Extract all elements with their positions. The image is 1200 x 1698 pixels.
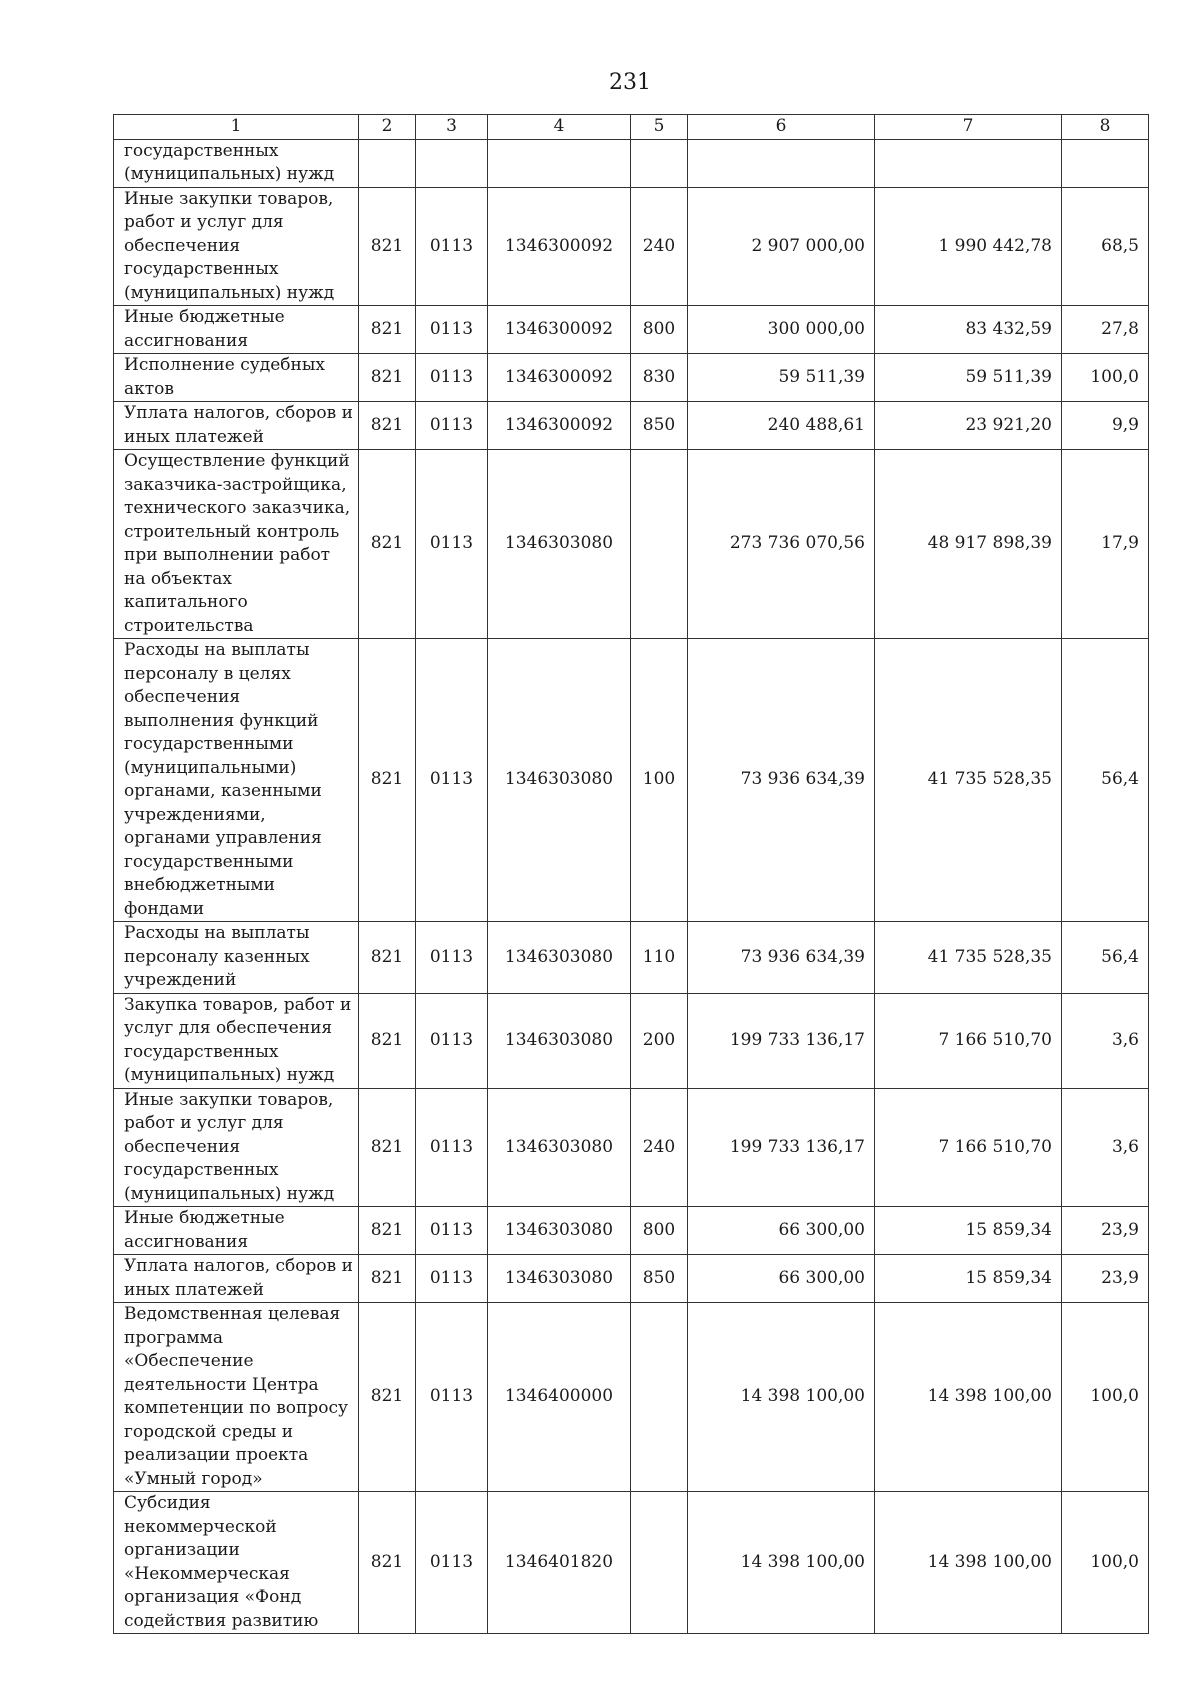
section-code: 0113 — [416, 187, 488, 306]
row-description: Уплата налогов, сборов и иных платежей — [114, 1255, 359, 1303]
table-row — [114, 354, 1149, 402]
execution-percent: 23,9 — [1062, 1255, 1149, 1303]
target-article-code: 1346303080 — [488, 922, 631, 994]
row-description: Осуществление функций заказчика-застройщика, технического заказчика, строительный контроль при выполнении работ на объектах капитального строительства — [114, 450, 359, 639]
executed-amount — [875, 139, 1062, 187]
expense-type-code: 100 — [631, 639, 688, 922]
ministry-code: 821 — [359, 306, 416, 354]
execution-percent: 100,0 — [1062, 1303, 1149, 1492]
target-article-code: 1346300092 — [488, 354, 631, 402]
section-code: 0113 — [416, 922, 488, 994]
ministry-code: 821 — [359, 1492, 416, 1634]
header-cell: 4 — [488, 115, 631, 140]
expense-type-code: 850 — [631, 402, 688, 450]
expense-type-code: 200 — [631, 993, 688, 1088]
execution-percent: 3,6 — [1062, 993, 1149, 1088]
target-article-code: 1346303080 — [488, 450, 631, 639]
section-code: 0113 — [416, 1207, 488, 1255]
table-row — [114, 139, 1149, 187]
row-description: государственных (муниципальных) нужд — [114, 139, 359, 187]
ministry-code: 821 — [359, 1207, 416, 1255]
executed-amount: 7 166 510,70 — [875, 1088, 1062, 1207]
execution-percent: 56,4 — [1062, 639, 1149, 922]
expense-type-code: 800 — [631, 1207, 688, 1255]
header-cell: 7 — [875, 115, 1062, 140]
section-code: 0113 — [416, 1088, 488, 1207]
executed-amount: 1 990 442,78 — [875, 187, 1062, 306]
row-description: Расходы на выплаты персоналу в целях обеспечения выполнения функций государственными (муниципальными) органами, казенными учреждениями, органами управления государственными внебюджетными фондами — [114, 639, 359, 922]
target-article-code: 1346303080 — [488, 1207, 631, 1255]
execution-percent: 100,0 — [1062, 1492, 1149, 1634]
ministry-code: 821 — [359, 1303, 416, 1492]
ministry-code: 821 — [359, 1255, 416, 1303]
section-code: 0113 — [416, 354, 488, 402]
expense-type-code: 830 — [631, 354, 688, 402]
row-description: Закупка товаров, работ и услуг для обеспечения государственных (муниципальных) нужд — [114, 993, 359, 1088]
executed-amount: 23 921,20 — [875, 402, 1062, 450]
header-cell: 2 — [359, 115, 416, 140]
target-article-code: 1346400000 — [488, 1303, 631, 1492]
row-description: Субсидия некоммерческой организации «Некоммерческая организация «Фонд содействия развитию — [114, 1492, 359, 1634]
planned-amount: 240 488,61 — [688, 402, 875, 450]
table-row — [114, 450, 1149, 639]
table-row — [114, 1492, 1149, 1634]
ministry-code — [359, 139, 416, 187]
execution-percent: 100,0 — [1062, 354, 1149, 402]
target-article-code: 1346303080 — [488, 1088, 631, 1207]
section-code: 0113 — [416, 1303, 488, 1492]
table-header — [114, 115, 1149, 140]
executed-amount: 7 166 510,70 — [875, 993, 1062, 1088]
execution-percent: 17,9 — [1062, 450, 1149, 639]
section-code: 0113 — [416, 1255, 488, 1303]
table-row — [114, 402, 1149, 450]
row-description: Иные бюджетные ассигнования — [114, 1207, 359, 1255]
executed-amount: 15 859,34 — [875, 1207, 1062, 1255]
executed-amount: 83 432,59 — [875, 306, 1062, 354]
expense-type-code: 850 — [631, 1255, 688, 1303]
section-code: 0113 — [416, 639, 488, 922]
budget-execution-table — [113, 114, 1149, 1634]
ministry-code: 821 — [359, 402, 416, 450]
row-description: Иные закупки товаров, работ и услуг для обеспечения государственных (муниципальных) нужд — [114, 187, 359, 306]
planned-amount: 73 936 634,39 — [688, 639, 875, 922]
expense-type-code — [631, 1303, 688, 1492]
expense-type-code: 240 — [631, 187, 688, 306]
target-article-code: 1346300092 — [488, 306, 631, 354]
ministry-code: 821 — [359, 922, 416, 994]
executed-amount: 14 398 100,00 — [875, 1303, 1062, 1492]
section-code: 0113 — [416, 402, 488, 450]
execution-percent: 3,6 — [1062, 1088, 1149, 1207]
table-row — [114, 922, 1149, 994]
planned-amount: 14 398 100,00 — [688, 1303, 875, 1492]
execution-percent: 9,9 — [1062, 402, 1149, 450]
ministry-code: 821 — [359, 993, 416, 1088]
table-body — [114, 139, 1149, 1634]
execution-percent: 23,9 — [1062, 1207, 1149, 1255]
planned-amount: 66 300,00 — [688, 1255, 875, 1303]
planned-amount: 273 736 070,56 — [688, 450, 875, 639]
executed-amount: 59 511,39 — [875, 354, 1062, 402]
row-description: Иные закупки товаров, работ и услуг для обеспечения государственных (муниципальных) нужд — [114, 1088, 359, 1207]
row-description: Исполнение судебных актов — [114, 354, 359, 402]
row-description: Ведомственная целевая программа «Обеспечение деятельности Центра компетенции по вопросу городской среды и реализации проекта «Умный город» — [114, 1303, 359, 1492]
section-code: 0113 — [416, 306, 488, 354]
target-article-code — [488, 139, 631, 187]
ministry-code: 821 — [359, 354, 416, 402]
header-cell: 1 — [114, 115, 359, 140]
target-article-code: 1346401820 — [488, 1492, 631, 1634]
table-row — [114, 1303, 1149, 1492]
executed-amount: 15 859,34 — [875, 1255, 1062, 1303]
table-row — [114, 1207, 1149, 1255]
target-article-code: 1346303080 — [488, 639, 631, 922]
ministry-code: 821 — [359, 1088, 416, 1207]
table-row — [114, 306, 1149, 354]
execution-percent: 56,4 — [1062, 922, 1149, 994]
target-article-code: 1346303080 — [488, 993, 631, 1088]
planned-amount: 59 511,39 — [688, 354, 875, 402]
table-row — [114, 1088, 1149, 1207]
ministry-code: 821 — [359, 450, 416, 639]
header-cell: 3 — [416, 115, 488, 140]
section-code: 0113 — [416, 450, 488, 639]
expense-type-code: 110 — [631, 922, 688, 994]
header-cell: 6 — [688, 115, 875, 140]
expense-type-code — [631, 139, 688, 187]
ministry-code: 821 — [359, 187, 416, 306]
header-cell: 5 — [631, 115, 688, 140]
planned-amount: 66 300,00 — [688, 1207, 875, 1255]
planned-amount: 2 907 000,00 — [688, 187, 875, 306]
page-number: 231 — [609, 70, 651, 95]
executed-amount: 41 735 528,35 — [875, 639, 1062, 922]
table-row — [114, 993, 1149, 1088]
ministry-code: 821 — [359, 639, 416, 922]
executed-amount: 41 735 528,35 — [875, 922, 1062, 994]
execution-percent: 27,8 — [1062, 306, 1149, 354]
target-article-code: 1346300092 — [488, 187, 631, 306]
planned-amount: 73 936 634,39 — [688, 922, 875, 994]
planned-amount: 14 398 100,00 — [688, 1492, 875, 1634]
expense-type-code — [631, 450, 688, 639]
planned-amount: 300 000,00 — [688, 306, 875, 354]
executed-amount: 14 398 100,00 — [875, 1492, 1062, 1634]
planned-amount — [688, 139, 875, 187]
section-code: 0113 — [416, 993, 488, 1088]
expense-type-code: 800 — [631, 306, 688, 354]
row-description: Расходы на выплаты персоналу казенных учреждений — [114, 922, 359, 994]
target-article-code: 1346303080 — [488, 1255, 631, 1303]
header-row — [114, 115, 1149, 140]
expense-type-code — [631, 1492, 688, 1634]
section-code: 0113 — [416, 1492, 488, 1634]
expense-type-code: 240 — [631, 1088, 688, 1207]
row-description: Уплата налогов, сборов и иных платежей — [114, 402, 359, 450]
table-row — [114, 1255, 1149, 1303]
execution-percent: 68,5 — [1062, 187, 1149, 306]
executed-amount: 48 917 898,39 — [875, 450, 1062, 639]
target-article-code: 1346300092 — [488, 402, 631, 450]
table-row — [114, 187, 1149, 306]
section-code — [416, 139, 488, 187]
planned-amount: 199 733 136,17 — [688, 1088, 875, 1207]
execution-percent — [1062, 139, 1149, 187]
header-cell: 8 — [1062, 115, 1149, 140]
planned-amount: 199 733 136,17 — [688, 993, 875, 1088]
table-row — [114, 639, 1149, 922]
row-description: Иные бюджетные ассигнования — [114, 306, 359, 354]
